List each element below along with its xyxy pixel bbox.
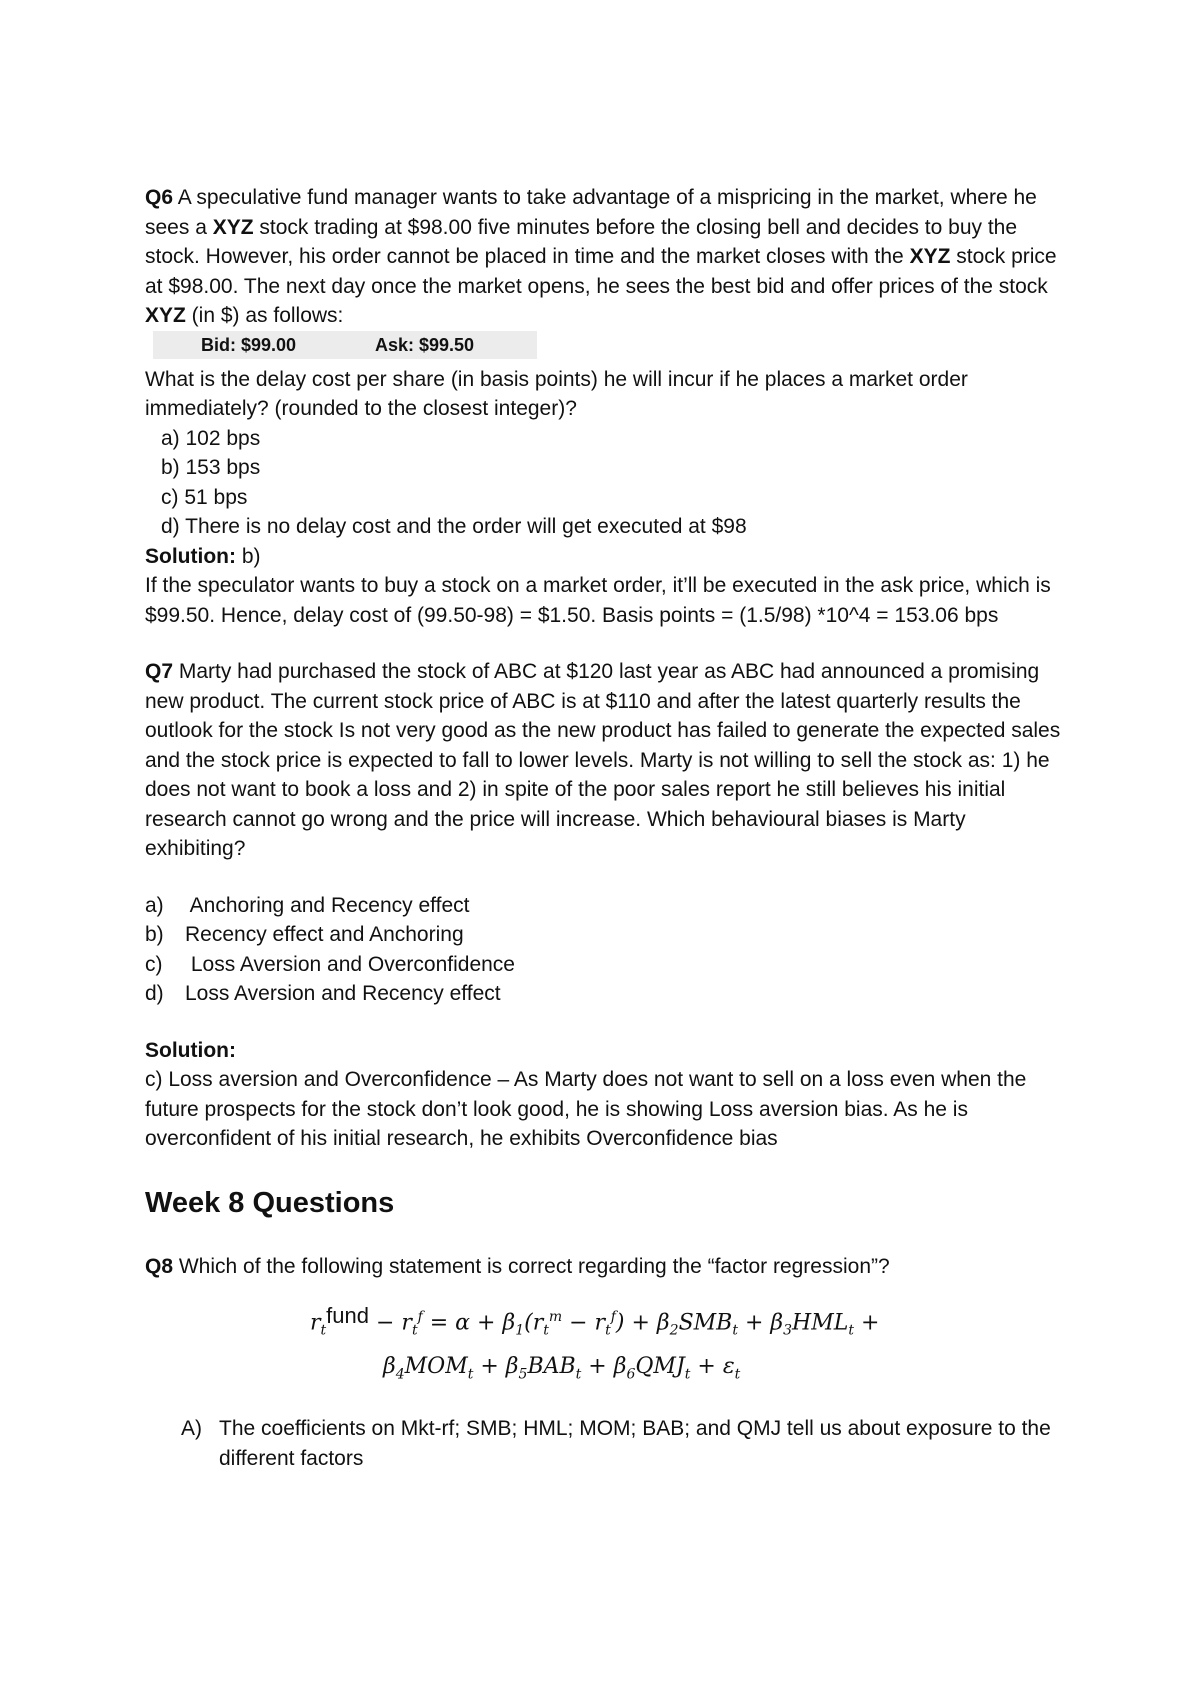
q6-text-3: stock price at $98.00. The next day once the market opens, he sees the best bid and offer prices of the stock [145,245,1057,298]
q7-option-d-label: d) [145,982,164,1005]
q7-option-a-text: Anchoring and Recency effect [185,893,470,917]
q7-text: Marty had purchased the stock of ABC at $120 last year as ABC had announced a promising new product. The current stock price of ABC is at $110 and after the latest quarterly results the outlook for the stock Is not very good as the new product has failed to generate the expected sales and the stock price is expected to fall to lower levels. Marty is not willing to sell the stock as: 1) he does not want to book a loss and 2) in spite of the poor sales report he still believes his initial research cannot go wrong and the price will increase. Which behavioural biases is Marty exhibiting? [145,660,1061,860]
q6-paragraph [145,183,1065,331]
factor-regression-equation [145,1299,1065,1392]
q6-option-b: b) 153 bps [161,456,261,479]
q7-option-d [145,979,1065,1009]
equation-line-1: $r_tfund - r_t^f = \alpha + \beta_1(r_t^m - r_t^f) + \beta_2SMB_t + \beta_3HML_t$ + [310,1303,880,1339]
q6-solution-label: Solution: [145,544,236,568]
q7-paragraph [145,657,1065,864]
q6-solution-line [145,542,1065,572]
q8-paragraph [145,1252,1065,1282]
week8-heading: Week 8 Questions [145,1186,395,1219]
q6-option-a: a) 102 bps [161,426,261,450]
q7-option-d-text: Loss Aversion and Recency effect [185,982,501,1005]
q8-text: Which of the following statement is correct regarding the “factor regression”? [173,1254,890,1278]
bid-price: Bid: $99.00 [201,334,297,355]
q7-option-a [145,891,1065,921]
q6-option-c: c) 51 bps [161,485,248,509]
equation-line-2: $\beta_4MOM_t + \beta_5BAB_t + \beta_6QMJ_t + \varepsilon_t$ [383,1353,741,1383]
ask-price: Ask: $99.50 [375,334,475,355]
q8-option-a-label: A) [181,1417,202,1441]
q6-xyz-2: XYZ [909,245,951,268]
q8-option-a [145,1414,1065,1473]
document-page [145,183,1065,1473]
q7-solution-label: Solution: [145,1038,236,1062]
q7-option-c [145,950,1065,980]
q6-xyz-3: XYZ [145,304,186,327]
q7-option-c-label: c) [145,952,163,976]
q7-option-b-text: Recency effect and Anchoring [185,923,464,946]
q6-question: What is the delay cost per share (in basis points) he will incur if he places a market order immediately? (rounded to the closest integer)? [145,367,968,420]
q7-solution-text: c) Loss aversion and Overconfidence – As Marty does not want to sell on a loss even when the future prospects for the stock don’t look good, he is showing Loss aversion bias. As he is overconfident of his initial research, he exhibits Overconfidence bias [145,1068,1027,1150]
q7-option-b [145,920,1065,950]
q6-text-4: (in $) as follows: [185,304,344,327]
q6-label: Q6 [145,186,174,209]
q6-solution-answer: b) [235,544,261,568]
q7-option-c-text: Loss Aversion and Overconfidence [185,952,515,976]
q8-option-a-text: The coefficients on Mkt-rf; SMB; HML; MOM; BAB; and QMJ tell us about exposure to the different factors [219,1417,1051,1470]
q6-solution-text: If the speculator wants to buy a stock on a market order, it’ll be executed in the ask price, which is $99.50. Hence, delay cost of (99.50-98) = $1.50. Basis points = (1.5/98) *10^4 = 153.06 bps [145,574,1051,627]
q7-options [145,891,1065,1009]
q6-option-d: d) There is no delay cost and the order will get executed at $98 [161,515,747,538]
q8-label: Q8 [145,1254,174,1278]
q7-label: Q7 [145,660,174,683]
q7-option-b-label: b) [145,923,164,946]
q6-text-1: A speculative fund manager wants to take advantage of a mispricing in the market, where he sees a [145,186,1037,239]
q6-text-2: stock trading at $98.00 five minutes before the closing bell and decides to buy the stock. However, his order cannot be placed in time and the market closes with the [145,215,1018,268]
q7-option-a-label: a) [145,893,164,917]
q6-xyz-1: XYZ [212,215,254,239]
equation-fund-superscript: fund [326,1303,369,1329]
bid-ask-box [153,331,537,359]
